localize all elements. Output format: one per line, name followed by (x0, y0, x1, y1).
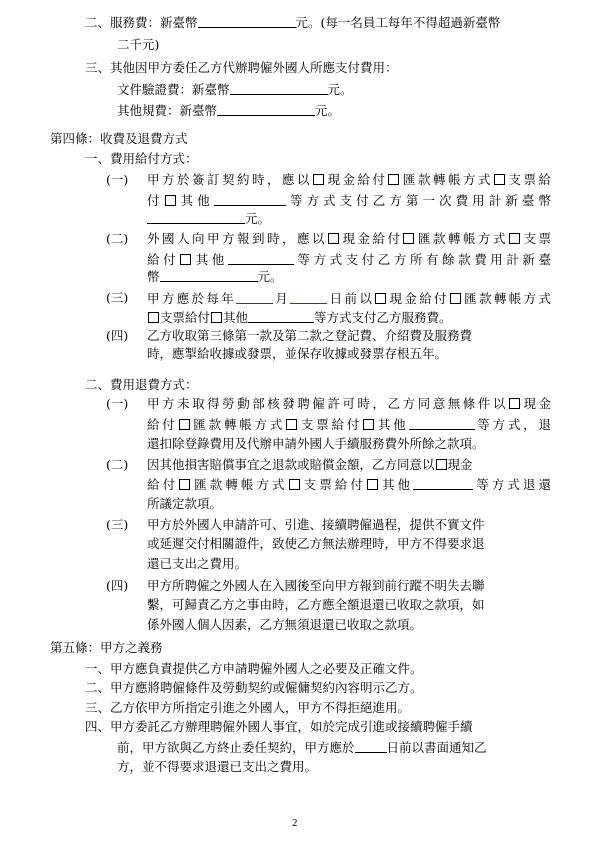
text: 月 (273, 291, 291, 306)
text: 其他 (378, 477, 414, 492)
text: 甲方未取得勞動部核發聘僱許可時，乙方同意無條件以 (147, 396, 508, 411)
refund-item-3-line-1: 甲方於外國人申請許可、引進、接續聘僱過程，提供不實文件 (147, 517, 485, 532)
service-fee-note: 元。(每一名員工每年不得超過新臺幣 (295, 15, 501, 30)
document-fee-line (117, 81, 353, 98)
payment-item-4-line-1: 乙方收取第三條第一款及第二款之登記費、介紹費及服務費 (147, 328, 473, 343)
service-fee-label: 二、服務費：新臺幣 (85, 15, 198, 30)
document-fee-unit: 元。 (327, 82, 353, 97)
text: 支票給付 (298, 417, 363, 432)
refund-method-heading: 二、費用退費方式： (85, 377, 198, 392)
text: 匯款轉帳方式 (461, 291, 551, 306)
amount-blank[interactable] (147, 210, 245, 224)
days-blank[interactable] (355, 739, 387, 753)
service-fee-blank[interactable] (198, 14, 296, 28)
text: 甲方應於每年 (147, 291, 237, 306)
text: 等方式支付乙方服務費。 (314, 310, 452, 325)
text: 給付 (147, 477, 179, 492)
checkbox-transfer[interactable] (403, 233, 414, 244)
checkbox-other[interactable] (367, 479, 378, 490)
text: 給付 (147, 252, 180, 267)
checkbox-cash[interactable] (328, 233, 339, 244)
payment-item-3-line-2 (147, 309, 452, 326)
checkbox-check[interactable] (494, 174, 505, 185)
checkbox-check[interactable] (289, 479, 300, 490)
text: 現金 (447, 457, 473, 472)
other-fees-heading: 三、其他因甲方委任乙方代辦聘僱外國人所應支付費用： (85, 60, 398, 75)
amount-blank[interactable] (160, 268, 258, 282)
text: 支票給 (505, 172, 551, 187)
text: 其他 (223, 310, 249, 325)
item-label: (二) (106, 457, 129, 472)
payment-item-1-line-1 (147, 172, 551, 188)
checkbox-other[interactable] (211, 312, 222, 323)
text: 現金給付 (324, 172, 388, 187)
other-method-blank[interactable] (228, 251, 294, 265)
text: 給付 (147, 417, 178, 432)
misc-fee-blank[interactable] (217, 102, 315, 116)
other-method-blank[interactable] (248, 309, 314, 323)
item-label: (一) (106, 172, 129, 187)
text: 現金給付 (387, 291, 449, 306)
item-label: (四) (106, 578, 129, 593)
text: 其他 (192, 252, 228, 267)
checkbox-cash[interactable] (436, 459, 447, 470)
checkbox-cash[interactable] (509, 398, 520, 409)
checkbox-transfer[interactable] (388, 174, 399, 185)
text: 元。 (257, 269, 283, 284)
text: 等方式支付乙方所有餘款費用計新臺 (293, 252, 551, 267)
misc-fee-label: 其他規費：新臺幣 (117, 103, 218, 118)
text: 元。 (245, 211, 271, 226)
text: 支票 (520, 231, 551, 246)
text: 前，甲方欲與乙方終止委任契約，甲方應於 (117, 740, 355, 755)
checkbox-check[interactable] (509, 233, 520, 244)
payment-item-3-line-1 (147, 290, 551, 307)
document-fee-label: 文件驗證費：新臺幣 (117, 82, 230, 97)
refund-item-4-line-2: 繫，可歸責乙方之事由時，乙方應全額退還已收取之款項，如 (147, 597, 485, 612)
refund-item-1-line-2 (147, 416, 551, 433)
payment-item-2-line-1 (147, 231, 551, 247)
obligation-3: 三、乙方依甲方所指定引進之外國人，甲方不得拒絕進用。 (85, 700, 411, 715)
checkbox-other[interactable] (180, 254, 191, 265)
text: 現金 (520, 396, 551, 411)
payment-item-4-line-2: 時，應掣給收據或發票，並保存收據或發票存根五年。 (147, 346, 448, 361)
checkbox-cash[interactable] (375, 293, 386, 304)
checkbox-transfer[interactable] (179, 419, 190, 430)
obligation-4-line-3: 方，並不得要求退還已支出之費用。 (117, 759, 318, 774)
text: 匯款轉帳方式 (190, 417, 286, 432)
refund-item-2-line-1 (147, 457, 473, 473)
text: 等方式，退 (474, 417, 551, 432)
item-label: (四) (106, 328, 129, 343)
checkbox-check[interactable] (286, 419, 297, 430)
text: 外國人向甲方報到時，應以 (147, 231, 327, 246)
payment-item-1-line-2 (147, 192, 551, 209)
other-method-blank[interactable] (409, 416, 475, 430)
checkbox-transfer[interactable] (450, 293, 461, 304)
obligation-1: 一、甲方應負責提供乙方申請聘僱外國人之必要及正確文件。 (85, 661, 423, 676)
checkbox-transfer[interactable] (179, 479, 190, 490)
text: 現金給付 (339, 231, 403, 246)
misc-fee-line (117, 102, 340, 119)
text: 其他 (375, 417, 409, 432)
obligation-4-line-2 (117, 739, 487, 756)
payment-item-2-line-3 (147, 268, 283, 285)
text: 匯款轉帳方式 (400, 172, 493, 187)
checkbox-check[interactable] (148, 312, 159, 323)
day-blank[interactable] (290, 290, 327, 304)
item-label: (一) (106, 396, 129, 411)
obligation-2: 二、甲方應將聘僱條件及勞動契約或僱傭契約內容明示乙方。 (85, 680, 423, 695)
other-method-blank[interactable] (413, 476, 473, 490)
misc-fee-unit: 元。 (315, 103, 341, 118)
refund-item-4-line-3: 係外國人個人因素，乙方無須退還已收取之款項。 (147, 617, 423, 632)
refund-item-4-line-1: 甲方所聘僱之外國人在入國後至向甲方報到前行蹤不明失去聯 (147, 578, 485, 593)
refund-item-1-line-3: 還扣除登錄費用及代辦申請外國人手續服務費外所餘之款項。 (147, 436, 485, 451)
service-fee-line (85, 14, 500, 31)
text: 甲方於簽訂契約時，應以 (147, 172, 312, 187)
refund-item-3-line-3: 還已支出之費用。 (147, 556, 248, 571)
refund-item-2-line-3: 所議定款項。 (147, 496, 223, 511)
payment-item-2-line-2 (147, 251, 551, 268)
month-blank[interactable] (236, 290, 273, 304)
other-method-blank[interactable] (214, 192, 286, 206)
text: 匯款轉帳方式 (415, 231, 508, 246)
page-number: 2 (292, 817, 298, 829)
text: 匯款轉帳方式 (191, 477, 288, 492)
obligation-4-line-1: 四、甲方委託乙方辦理聘僱外國人事宜，如於完成引進或接續聘僱手續 (85, 719, 473, 734)
checkbox-cash[interactable] (313, 174, 324, 185)
article-5-title: 第五條：甲方之義務 (50, 640, 163, 655)
refund-item-3-line-2: 或延遲交付相關證件，致使乙方無法辦理時，甲方不得要求退 (147, 536, 485, 551)
text: 等方式支付乙方第一次費用計新臺幣 (285, 193, 551, 208)
item-label: (三) (106, 290, 129, 305)
checkbox-other[interactable] (165, 195, 176, 206)
service-fee-cap: 二千元) (117, 37, 160, 52)
article-4-title: 第四條：收費及退費方式 (50, 131, 188, 146)
payment-method-heading: 一、費用給付方式： (85, 151, 198, 166)
text: 日前以書面通知乙 (386, 740, 487, 755)
payment-item-1-line-3 (147, 210, 270, 227)
text: 幣 (147, 269, 160, 284)
text: 支票給付 (160, 310, 211, 325)
item-label: (三) (106, 517, 129, 532)
text: 等方式退還 (473, 477, 551, 492)
item-label: (二) (106, 231, 129, 246)
text: 付 (147, 193, 164, 208)
refund-item-2-line-2 (147, 476, 551, 493)
text: 因其他損害賠償事宜之退款或賠償金額，乙方同意以 (147, 457, 435, 472)
refund-item-1-line-1 (147, 396, 551, 412)
checkbox-other[interactable] (363, 419, 374, 430)
text: 日前以 (327, 291, 375, 306)
text: 其他 (176, 193, 214, 208)
document-fee-blank[interactable] (230, 81, 328, 95)
text: 支票給付 (300, 477, 366, 492)
